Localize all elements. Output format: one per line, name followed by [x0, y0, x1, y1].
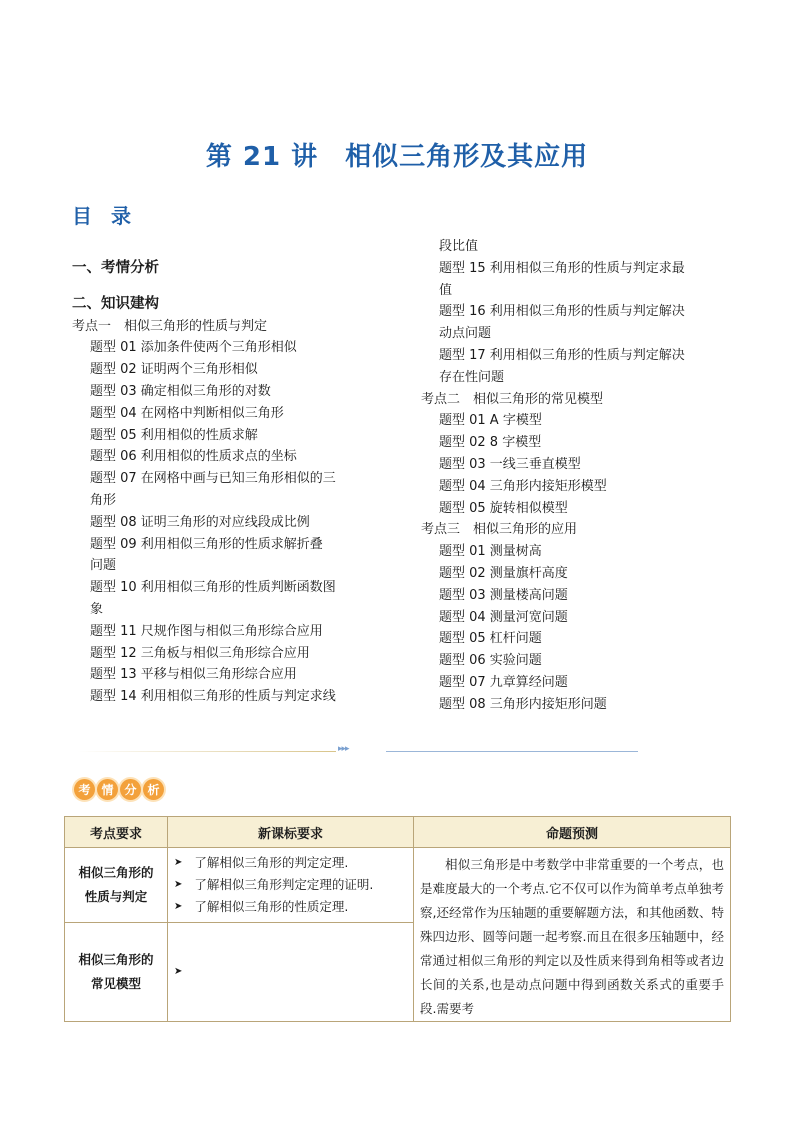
- toc-entry: 题型 08 证明三角形的对应线段成比例: [90, 514, 310, 530]
- header-topic: 考点要求: [65, 817, 168, 848]
- toc-entry: 题型 01 A 字模型: [439, 413, 542, 429]
- requirements-table: [64, 816, 731, 1022]
- toc-entry: 题型 16 利用相似三角形的性质与判定解决: [439, 304, 685, 320]
- toc-entry: 题型 06 实验问题: [439, 653, 542, 669]
- toc-entry: 段比值: [439, 239, 479, 254]
- standard-cell: ➤ 了解相似三角形的判定定理. ➤ 了解相似三角形判定定理的证明. ➤ 了解相似三角形的性质定理.: [168, 848, 414, 923]
- toc-entry: 存在性问题: [439, 369, 505, 385]
- toc-entry: 象: [90, 601, 104, 617]
- toc-entry: 题型 12 三角板与相似三角形综合应用: [90, 645, 310, 661]
- toc-entry: 题型 04 在网格中判断相似三角形: [90, 405, 284, 421]
- standard-cell: [168, 923, 414, 1022]
- toc-entry: 考点一 相似三角形的性质与判定: [72, 318, 268, 334]
- badge-char: 情: [97, 779, 118, 800]
- divider-left: [78, 751, 336, 752]
- badge-char: 分: [120, 779, 141, 800]
- toc-entry: 考点三 相似三角形的应用: [421, 522, 578, 538]
- badge-char: 析: [143, 779, 164, 800]
- toc-entry: 题型 01 测量树高: [439, 544, 542, 560]
- toc-entry: 问题: [90, 558, 117, 574]
- toc-entry: 题型 03 确定相似三角形的对数: [90, 383, 271, 399]
- header-prediction: 命题预测: [414, 817, 731, 848]
- toc-entry: 题型 11 尺规作图与相似三角形综合应用: [90, 623, 323, 639]
- toc-entry: 题型 14 利用相似三角形的性质与判定求线: [90, 689, 336, 705]
- section-badge: [74, 779, 164, 800]
- arrow-bullet-icon: ➤: [174, 901, 183, 912]
- topic-cell: 相似三角形的 常见模型: [65, 923, 168, 1022]
- badge-char: 考: [74, 779, 95, 800]
- prediction-cell: 相似三角形是中考数学中非常重要的一个考点，也是难度最大的一个考点.它不仅可以作为简单考点单独考察,还经常作为压轴题的重要解题方法，和其他函数、特殊四边形、圆等问题一起考察.而且在很多压轴题中，经常通过相似三角形的判定以及性质来得到角相等或者边长间的关系,也是动点问题中得到函数关系式的重要手段.需要考: [414, 848, 731, 1022]
- toc-entry: 题型 02 测量旗杆高度: [439, 565, 568, 581]
- toc-entry: 动点问题: [439, 326, 492, 342]
- toc-entry: 题型 06 利用相似的性质求点的坐标: [90, 449, 297, 465]
- toc-entry: 题型 07 在网格中画与已知三角形相似的三: [90, 471, 336, 487]
- divider-right: [386, 751, 638, 752]
- toc-spacer: [72, 280, 336, 294]
- toc-entry: 题型 03 测量楼高问题: [439, 587, 568, 603]
- page-title: 第 21 讲 相似三角形及其应用: [205, 142, 589, 172]
- toc-entry: 题型 10 利用相似三角形的性质判断函数图: [90, 580, 336, 596]
- toc-entry: 题型 02 证明两个三角形相似: [90, 362, 258, 378]
- toc-entry: 题型 15 利用相似三角形的性质与判定求最: [439, 260, 685, 276]
- toc-left-column: [72, 258, 336, 708]
- toc-entry: 题型 13 平移与相似三角形综合应用: [90, 667, 297, 683]
- toc-entry: 题型 05 利用相似的性质求解: [90, 427, 258, 443]
- toc-right-column: [421, 236, 685, 716]
- toc-heading: 目 录: [72, 204, 137, 228]
- toc-entry: 题型 02 8 字模型: [439, 435, 542, 451]
- toc-entry: 考点二 相似三角形的常见模型: [421, 391, 604, 407]
- toc-entry: 题型 04 测量河宽问题: [439, 609, 568, 625]
- arrow-bullet-icon: ➤: [174, 879, 183, 890]
- arrow-bullet-icon: ➤: [174, 966, 183, 977]
- toc-entry: 题型 04 三角形内接矩形模型: [439, 478, 607, 494]
- toc-section: 二、知识建构: [72, 295, 159, 312]
- toc-entry: 题型 05 杠杆问题: [439, 631, 542, 647]
- divider-arrows-icon: ▸▸▸: [338, 744, 349, 754]
- topic-cell: 相似三角形的 性质与判定: [65, 848, 168, 923]
- table-row: [65, 848, 731, 923]
- table-header-row: [65, 817, 731, 848]
- toc-section: 一、考情分析: [72, 260, 159, 276]
- arrow-bullet-icon: ➤: [174, 857, 183, 868]
- toc-entry: 题型 08 三角形内接矩形问题: [439, 696, 607, 712]
- toc-entry: 题型 03 一线三垂直模型: [439, 456, 581, 472]
- toc-entry: 值: [439, 282, 453, 298]
- header-standard: 新课标要求: [168, 817, 414, 848]
- toc-entry: 题型 01 添加条件使两个三角形相似: [90, 340, 297, 356]
- toc-entry: 题型 09 利用相似三角形的性质求解折叠: [90, 536, 323, 552]
- toc-entry: 题型 05 旋转相似模型: [439, 500, 568, 516]
- toc-entry: 题型 07 九章算经问题: [439, 674, 568, 690]
- toc-entry: 题型 17 利用相似三角形的性质与判定解决: [439, 347, 685, 363]
- toc-entry: 角形: [90, 492, 117, 508]
